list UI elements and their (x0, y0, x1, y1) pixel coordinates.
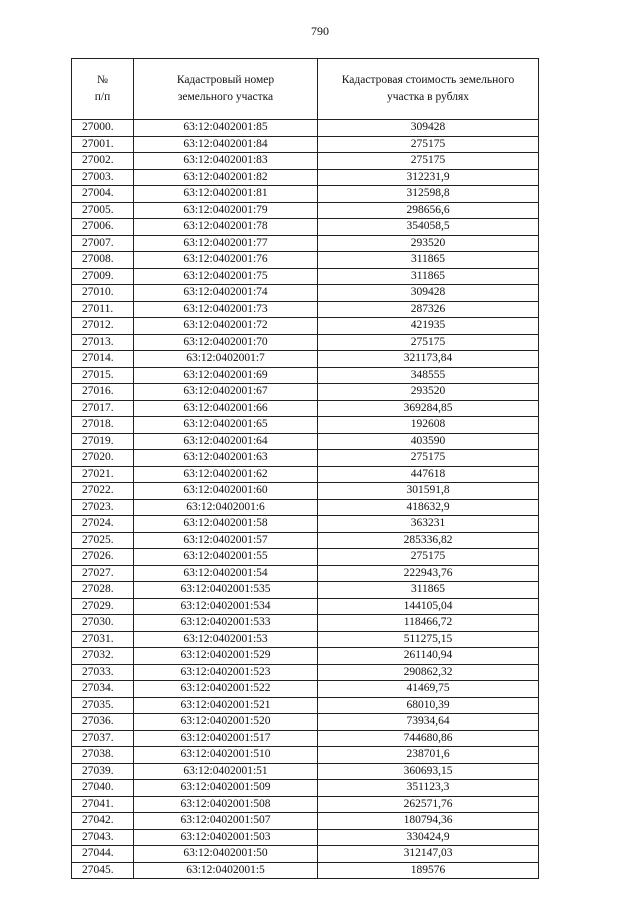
row-index-cell: 27022. (72, 483, 134, 500)
row-cadastral-number-cell: 63:12:0402001:82 (134, 169, 318, 186)
row-cadastral-number-cell: 63:12:0402001:58 (134, 516, 318, 533)
row-cadastral-value-cell: 351123,3 (318, 780, 539, 797)
row-cadastral-number-cell: 63:12:0402001:73 (134, 301, 318, 318)
row-index-cell: 27036. (72, 714, 134, 731)
table-row (72, 615, 539, 632)
row-index-cell: 27017. (72, 400, 134, 417)
row-index-cell: 27016. (72, 384, 134, 401)
row-index-cell: 27013. (72, 334, 134, 351)
row-index-cell: 27030. (72, 615, 134, 632)
row-index-cell: 27040. (72, 780, 134, 797)
header-cadastral-value: Кадастровая стоимость земельного участка в рублях (318, 59, 539, 120)
row-cadastral-number-cell: 63:12:0402001:535 (134, 582, 318, 599)
table-row (72, 169, 539, 186)
table-row (72, 532, 539, 549)
row-cadastral-number-cell: 63:12:0402001:520 (134, 714, 318, 731)
table-row (72, 730, 539, 747)
header-row (72, 59, 539, 120)
row-cadastral-value-cell: 180794,36 (318, 813, 539, 830)
row-cadastral-value-cell: 118466,72 (318, 615, 539, 632)
table-row (72, 252, 539, 269)
row-cadastral-value-cell: 73934,64 (318, 714, 539, 731)
row-cadastral-number-cell: 63:12:0402001:69 (134, 367, 318, 384)
row-cadastral-number-cell: 63:12:0402001:78 (134, 219, 318, 236)
table-row (72, 334, 539, 351)
row-index-cell: 27041. (72, 796, 134, 813)
row-cadastral-number-cell: 63:12:0402001:74 (134, 285, 318, 302)
row-cadastral-number-cell: 63:12:0402001:75 (134, 268, 318, 285)
row-index-cell: 27001. (72, 136, 134, 153)
row-index-cell: 27012. (72, 318, 134, 335)
row-cadastral-number-cell: 63:12:0402001:6 (134, 499, 318, 516)
row-cadastral-number-cell: 63:12:0402001:523 (134, 664, 318, 681)
row-cadastral-value-cell: 285336,82 (318, 532, 539, 549)
row-cadastral-number-cell: 63:12:0402001:5 (134, 862, 318, 879)
table-body (72, 120, 539, 879)
row-cadastral-number-cell: 63:12:0402001:62 (134, 466, 318, 483)
row-cadastral-value-cell: 275175 (318, 549, 539, 566)
row-cadastral-number-cell: 63:12:0402001:503 (134, 829, 318, 846)
row-cadastral-number-cell: 63:12:0402001:76 (134, 252, 318, 269)
row-cadastral-number-cell: 63:12:0402001:60 (134, 483, 318, 500)
row-cadastral-value-cell: 301591,8 (318, 483, 539, 500)
row-cadastral-number-cell: 63:12:0402001:81 (134, 186, 318, 203)
table-row (72, 681, 539, 698)
row-index-cell: 27004. (72, 186, 134, 203)
row-index-cell: 27045. (72, 862, 134, 879)
page-number: 790 (311, 24, 329, 38)
row-index-cell: 27037. (72, 730, 134, 747)
row-index-cell: 27042. (72, 813, 134, 830)
table-row (72, 120, 539, 137)
row-cadastral-value-cell: 348555 (318, 367, 539, 384)
row-index-cell: 27027. (72, 565, 134, 582)
row-cadastral-value-cell: 369284,85 (318, 400, 539, 417)
row-index-cell: 27015. (72, 367, 134, 384)
table-row (72, 846, 539, 863)
row-cadastral-value-cell: 275175 (318, 334, 539, 351)
row-cadastral-value-cell: 363231 (318, 516, 539, 533)
row-index-cell: 27009. (72, 268, 134, 285)
table-row (72, 186, 539, 203)
row-cadastral-number-cell: 63:12:0402001:517 (134, 730, 318, 747)
row-cadastral-number-cell: 63:12:0402001:85 (134, 120, 318, 137)
row-index-cell: 27033. (72, 664, 134, 681)
row-cadastral-value-cell: 41469,75 (318, 681, 539, 698)
row-cadastral-number-cell: 63:12:0402001:77 (134, 235, 318, 252)
row-cadastral-value-cell: 447618 (318, 466, 539, 483)
row-cadastral-value-cell: 311865 (318, 582, 539, 599)
row-cadastral-number-cell: 63:12:0402001:84 (134, 136, 318, 153)
row-cadastral-value-cell: 311865 (318, 252, 539, 269)
row-index-cell: 27005. (72, 202, 134, 219)
table-row (72, 714, 539, 731)
row-cadastral-number-cell: 63:12:0402001:51 (134, 763, 318, 780)
row-cadastral-value-cell: 287326 (318, 301, 539, 318)
row-cadastral-number-cell: 63:12:0402001:72 (134, 318, 318, 335)
row-cadastral-value-cell: 144105,04 (318, 598, 539, 615)
row-cadastral-number-cell: 63:12:0402001:63 (134, 450, 318, 467)
row-index-cell: 27010. (72, 285, 134, 302)
table-row (72, 483, 539, 500)
row-cadastral-value-cell: 192608 (318, 417, 539, 434)
row-cadastral-value-cell: 68010,39 (318, 697, 539, 714)
row-index-cell: 27035. (72, 697, 134, 714)
table-row (72, 219, 539, 236)
row-cadastral-value-cell: 262571,76 (318, 796, 539, 813)
row-cadastral-value-cell: 312147,03 (318, 846, 539, 863)
row-cadastral-value-cell: 298656,6 (318, 202, 539, 219)
table-row (72, 153, 539, 170)
row-index-cell: 27028. (72, 582, 134, 599)
row-cadastral-number-cell: 63:12:0402001:70 (134, 334, 318, 351)
row-cadastral-value-cell: 290862,32 (318, 664, 539, 681)
table-row (72, 598, 539, 615)
row-index-cell: 27018. (72, 417, 134, 434)
table-row (72, 202, 539, 219)
table-row (72, 136, 539, 153)
row-cadastral-number-cell: 63:12:0402001:522 (134, 681, 318, 698)
row-cadastral-number-cell: 63:12:0402001:510 (134, 747, 318, 764)
row-cadastral-value-cell: 511275,15 (318, 631, 539, 648)
table-row (72, 285, 539, 302)
row-cadastral-value-cell: 309428 (318, 120, 539, 137)
row-cadastral-value-cell: 421935 (318, 318, 539, 335)
row-cadastral-value-cell: 222943,76 (318, 565, 539, 582)
row-index-cell: 27006. (72, 219, 134, 236)
row-cadastral-value-cell: 321173,84 (318, 351, 539, 368)
table-row (72, 549, 539, 566)
table-row (72, 433, 539, 450)
row-cadastral-number-cell: 63:12:0402001:7 (134, 351, 318, 368)
row-index-cell: 27020. (72, 450, 134, 467)
row-index-cell: 27003. (72, 169, 134, 186)
table-row (72, 499, 539, 516)
row-cadastral-value-cell: 238701,6 (318, 747, 539, 764)
table-row (72, 747, 539, 764)
row-cadastral-number-cell: 63:12:0402001:508 (134, 796, 318, 813)
table-row (72, 384, 539, 401)
row-index-cell: 27008. (72, 252, 134, 269)
row-cadastral-number-cell: 63:12:0402001:67 (134, 384, 318, 401)
row-cadastral-number-cell: 63:12:0402001:521 (134, 697, 318, 714)
table-header (72, 59, 539, 120)
row-cadastral-number-cell: 63:12:0402001:55 (134, 549, 318, 566)
row-cadastral-number-cell: 63:12:0402001:66 (134, 400, 318, 417)
row-index-cell: 27034. (72, 681, 134, 698)
table-row (72, 367, 539, 384)
row-index-cell: 27031. (72, 631, 134, 648)
row-index-cell: 27023. (72, 499, 134, 516)
row-cadastral-number-cell: 63:12:0402001:64 (134, 433, 318, 450)
row-cadastral-number-cell: 63:12:0402001:509 (134, 780, 318, 797)
table-row (72, 813, 539, 830)
row-cadastral-value-cell: 312231,9 (318, 169, 539, 186)
table-row (72, 780, 539, 797)
row-cadastral-number-cell: 63:12:0402001:79 (134, 202, 318, 219)
table-row (72, 400, 539, 417)
row-cadastral-value-cell: 330424,9 (318, 829, 539, 846)
row-cadastral-number-cell: 63:12:0402001:83 (134, 153, 318, 170)
row-index-cell: 27039. (72, 763, 134, 780)
row-cadastral-number-cell: 63:12:0402001:507 (134, 813, 318, 830)
row-cadastral-value-cell: 261140,94 (318, 648, 539, 665)
row-cadastral-value-cell: 418632,9 (318, 499, 539, 516)
row-cadastral-value-cell: 189576 (318, 862, 539, 879)
table-row (72, 631, 539, 648)
table-row (72, 648, 539, 665)
row-cadastral-value-cell: 275175 (318, 136, 539, 153)
row-cadastral-number-cell: 63:12:0402001:53 (134, 631, 318, 648)
row-cadastral-value-cell: 354058,5 (318, 219, 539, 236)
row-cadastral-number-cell: 63:12:0402001:534 (134, 598, 318, 615)
row-cadastral-value-cell: 275175 (318, 153, 539, 170)
table-row (72, 796, 539, 813)
row-cadastral-value-cell: 744680,86 (318, 730, 539, 747)
row-index-cell: 27026. (72, 549, 134, 566)
table-row (72, 565, 539, 582)
row-index-cell: 27002. (72, 153, 134, 170)
row-index-cell: 27029. (72, 598, 134, 615)
row-index-cell: 27011. (72, 301, 134, 318)
row-index-cell: 27043. (72, 829, 134, 846)
row-cadastral-value-cell: 311865 (318, 268, 539, 285)
table-row (72, 351, 539, 368)
row-cadastral-value-cell: 293520 (318, 235, 539, 252)
table-row (72, 763, 539, 780)
row-index-cell: 27044. (72, 846, 134, 863)
row-index-cell: 27038. (72, 747, 134, 764)
row-cadastral-number-cell: 63:12:0402001:529 (134, 648, 318, 665)
table-row (72, 235, 539, 252)
table-row (72, 268, 539, 285)
table-row (72, 516, 539, 533)
table-row (72, 450, 539, 467)
row-index-cell: 27007. (72, 235, 134, 252)
row-cadastral-value-cell: 360693,15 (318, 763, 539, 780)
header-cadastral-number: Кадастровый номер земельного участка (134, 59, 318, 120)
header-index: № п/п (72, 59, 134, 120)
table-row (72, 829, 539, 846)
row-cadastral-value-cell: 275175 (318, 450, 539, 467)
table-row (72, 318, 539, 335)
table-row (72, 697, 539, 714)
row-cadastral-number-cell: 63:12:0402001:50 (134, 846, 318, 863)
row-cadastral-number-cell: 63:12:0402001:533 (134, 615, 318, 632)
table-row (72, 664, 539, 681)
row-index-cell: 27019. (72, 433, 134, 450)
row-index-cell: 27014. (72, 351, 134, 368)
table-row (72, 582, 539, 599)
table-row (72, 466, 539, 483)
row-index-cell: 27032. (72, 648, 134, 665)
row-index-cell: 27025. (72, 532, 134, 549)
table-row (72, 417, 539, 434)
row-cadastral-value-cell: 403590 (318, 433, 539, 450)
row-cadastral-value-cell: 293520 (318, 384, 539, 401)
row-cadastral-number-cell: 63:12:0402001:57 (134, 532, 318, 549)
row-cadastral-number-cell: 63:12:0402001:54 (134, 565, 318, 582)
cadastral-table (71, 58, 539, 879)
table-row (72, 862, 539, 879)
table-row (72, 301, 539, 318)
row-cadastral-value-cell: 312598,8 (318, 186, 539, 203)
row-cadastral-value-cell: 309428 (318, 285, 539, 302)
row-index-cell: 27024. (72, 516, 134, 533)
row-index-cell: 27021. (72, 466, 134, 483)
row-index-cell: 27000. (72, 120, 134, 137)
row-cadastral-number-cell: 63:12:0402001:65 (134, 417, 318, 434)
